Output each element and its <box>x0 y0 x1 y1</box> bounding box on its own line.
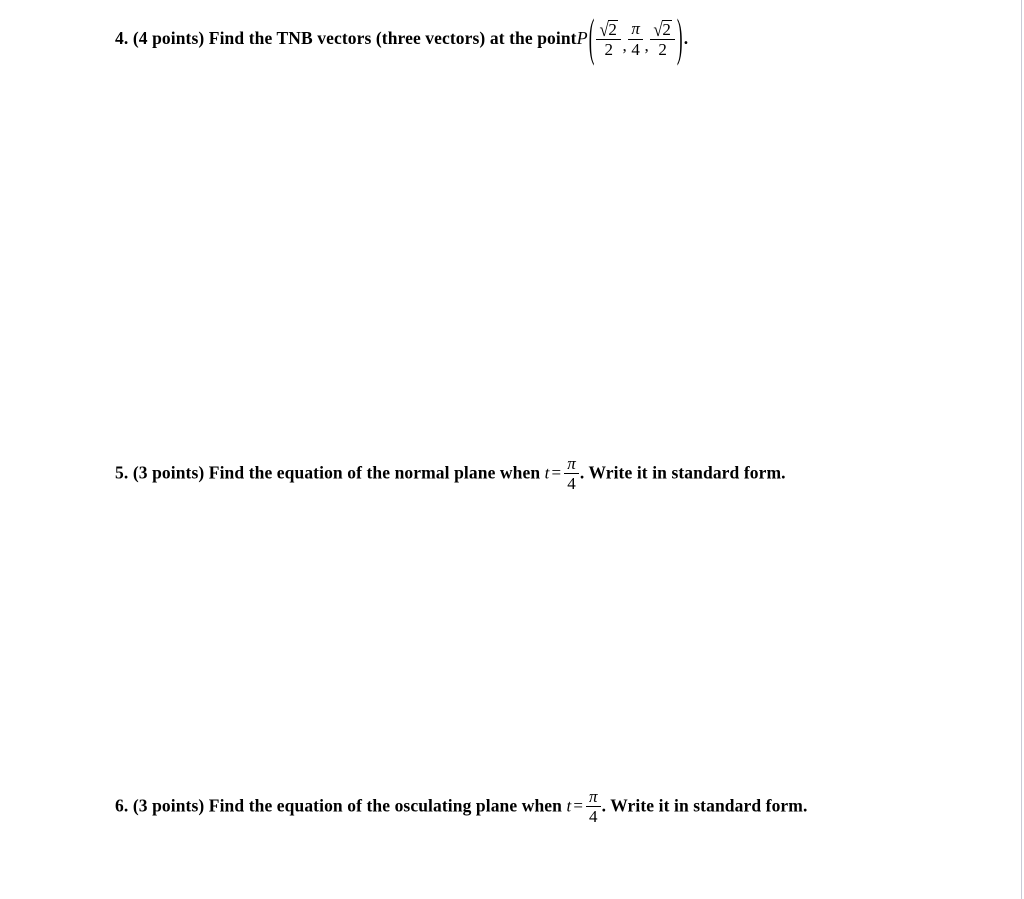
sqrt-radical <box>653 20 672 39</box>
page-edge-rule <box>1021 0 1022 899</box>
question-5-prompt: Find the equation of the normal plane when <box>208 462 541 483</box>
question-5 <box>115 455 786 494</box>
question-4 <box>115 8 689 67</box>
coordinate-z-numerator <box>650 20 675 41</box>
question-6-number: 6. <box>115 795 129 816</box>
equals-sign: = <box>573 796 583 816</box>
coordinate-y-fraction <box>628 20 643 59</box>
question-4-point-expression <box>576 8 684 67</box>
t-value-numerator: π <box>564 455 579 475</box>
radicand: 2 <box>608 20 618 39</box>
open-paren: ( <box>588 8 595 67</box>
question-6-t-expression <box>566 788 601 827</box>
radical-sign-icon: √ <box>653 18 663 41</box>
radicand: 2 <box>662 20 671 39</box>
variable-t: t <box>566 796 572 816</box>
coordinate-separator-2: , <box>644 35 649 55</box>
question-6 <box>115 788 807 827</box>
t-value-fraction <box>586 788 601 827</box>
t-value-numerator: π <box>586 788 601 808</box>
equals-sign: = <box>551 463 562 483</box>
question-5-points: (3 points) <box>132 462 205 483</box>
question-6-points: (3 points) <box>132 795 205 816</box>
question-5-number: 5. <box>115 462 129 483</box>
t-value-denominator: 4 <box>567 474 576 494</box>
question-4-points: (4 points) <box>132 27 205 48</box>
close-paren: ) <box>676 8 683 67</box>
question-4-prompt: Find the TNB vectors (three vectors) at the point <box>208 27 577 48</box>
t-value-fraction <box>564 455 579 494</box>
sqrt-radical <box>599 20 618 39</box>
question-4-number: 4. <box>115 27 129 48</box>
question-6-prompt: Find the equation of the osculating plane when <box>208 795 562 816</box>
question-5-suffix: . Write it in standard form. <box>579 462 786 483</box>
question-6-suffix: . Write it in standard form. <box>601 795 808 816</box>
coordinate-y-numerator: π <box>628 20 643 40</box>
radical-sign-icon: √ <box>599 18 609 41</box>
coordinate-y-denominator: 4 <box>631 39 640 59</box>
point-label-p: P <box>576 27 588 48</box>
coordinate-x-fraction <box>596 20 621 60</box>
question-5-t-expression <box>545 455 580 494</box>
t-value-denominator: 4 <box>589 807 598 827</box>
coordinate-z-fraction <box>650 20 675 60</box>
question-4-period: . <box>683 27 689 48</box>
variable-t: t <box>544 463 550 483</box>
coordinate-x-numerator <box>596 20 621 41</box>
coordinate-x-denominator: 2 <box>604 40 614 60</box>
coordinate-separator-1: , <box>622 35 627 55</box>
coordinate-z-denominator: 2 <box>658 40 667 60</box>
